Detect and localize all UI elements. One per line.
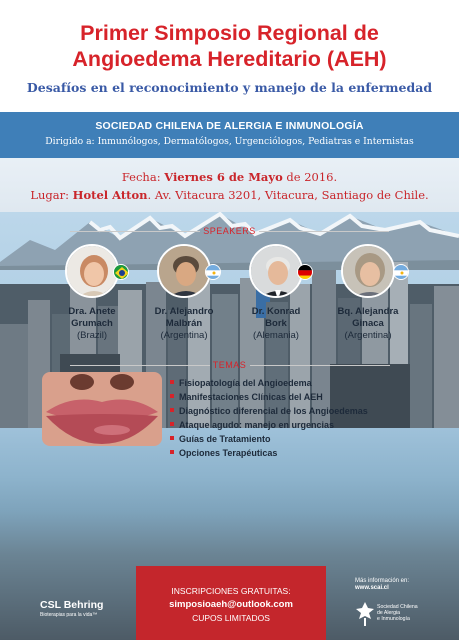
event-date <box>0 170 459 184</box>
speaker-name <box>136 306 232 330</box>
speaker-name-line1: Bq. Alejandra <box>337 306 399 317</box>
place-suffix: . Av. Vitacura 3201, Vitacura, Santiago de Chile. <box>147 188 429 202</box>
topic-item: Manifestaciones Clínicas del AEH <box>170 390 368 404</box>
event-title-line1: Primer Simposio Regional de <box>80 21 379 45</box>
target-audience: Dirigido a: Inmunólogos, Dermatólogos, Urgenciólogos, Pediatras e Internistas <box>45 136 414 147</box>
speaker-card <box>44 244 140 342</box>
speaker-photo <box>341 244 395 298</box>
date-value: Viernes 6 de Mayo <box>164 170 283 184</box>
speaker-card <box>320 244 416 342</box>
more-info <box>355 578 409 592</box>
topic-item: Guías de Tratamiento <box>170 432 368 446</box>
temas-heading: TEMAS <box>212 360 247 370</box>
event-info-band <box>0 158 459 212</box>
event-title <box>0 20 459 72</box>
topic-item: Ataque agudo: manejo en urgencias <box>170 418 368 432</box>
society-logo-text <box>377 604 447 622</box>
society-band <box>0 112 459 158</box>
speaker-card <box>136 244 232 342</box>
brazil-flag-icon <box>113 264 129 280</box>
sponsor-logo <box>40 599 103 618</box>
speaker-name-line2: Grumach <box>71 318 113 329</box>
registration-note: CUPOS LIMITADOS <box>192 613 270 623</box>
argentina-flag-icon <box>393 264 409 280</box>
topics-list <box>170 376 368 460</box>
event-subtitle: Desafíos en el reconocimiento y manejo de la enfermedad <box>26 80 433 95</box>
speaker-country: (Alemania) <box>253 330 299 341</box>
place-value: Hotel Atton <box>72 188 148 202</box>
speaker-card <box>228 244 324 342</box>
society-logo-line2: de Alergia <box>377 610 401 616</box>
speaker-name <box>320 306 416 330</box>
more-info-label: Más información en: <box>355 578 410 584</box>
speaker-country: (Argentina) <box>160 330 208 341</box>
germany-flag-icon <box>297 264 313 280</box>
speaker-country: (Argentina) <box>344 330 392 341</box>
sponsor-name: CSL Behring <box>40 599 104 611</box>
website-url[interactable]: www.scai.cl <box>355 585 389 591</box>
speaker-name-line1: Dr. Konrad <box>251 306 301 317</box>
place-label: Lugar: <box>30 188 73 202</box>
speaker-country: (Brazil) <box>76 330 108 341</box>
swollen-lips-photo <box>42 372 162 446</box>
sponsor-tagline: Bioterapias para la vida™ <box>40 612 98 618</box>
speaker-photo <box>65 244 119 298</box>
registration-box <box>136 566 326 640</box>
event-location <box>0 188 459 202</box>
speaker-name-line1: Dra. Anete <box>68 306 116 317</box>
society-logo-line1: Sociedad Chilena <box>377 604 418 610</box>
society-logo-line3: e Inmunología <box>377 616 410 622</box>
speakers-heading: SPEAKERS <box>203 226 256 236</box>
registration-email-link[interactable]: simposioaeh@outlook.com <box>169 599 293 610</box>
date-suffix: de 2016. <box>282 170 338 184</box>
date-label: Fecha: <box>121 170 165 184</box>
topic-item: Diagnóstico diferencial de los Angioedemas <box>170 404 368 418</box>
speaker-photo <box>249 244 303 298</box>
speaker-name-line2: Bork <box>265 318 287 329</box>
society-logo <box>355 600 455 634</box>
speaker-photo <box>157 244 211 298</box>
speaker-name-line1: Dr. Alejandro <box>154 306 214 317</box>
speaker-name <box>44 306 140 330</box>
website-link[interactable] <box>355 585 409 592</box>
topic-item: Fisiopatología del Angioedema <box>170 376 368 390</box>
society-emblem-icon <box>355 600 375 626</box>
topic-item: Opciones Terapéuticas <box>170 446 368 460</box>
registration-title: INSCRIPCIONES GRATUITAS: <box>171 586 291 596</box>
speaker-name <box>228 306 324 330</box>
argentina-flag-icon <box>205 264 221 280</box>
event-title-line2: Angioedema Hereditario (AEH) <box>72 47 387 71</box>
speaker-name-line2: Malbrán <box>165 318 203 329</box>
speaker-name-line2: Ginaca <box>352 318 384 329</box>
society-name: SOCIEDAD CHILENA DE ALERGIA E INMUNOLOGÍA <box>95 120 364 132</box>
